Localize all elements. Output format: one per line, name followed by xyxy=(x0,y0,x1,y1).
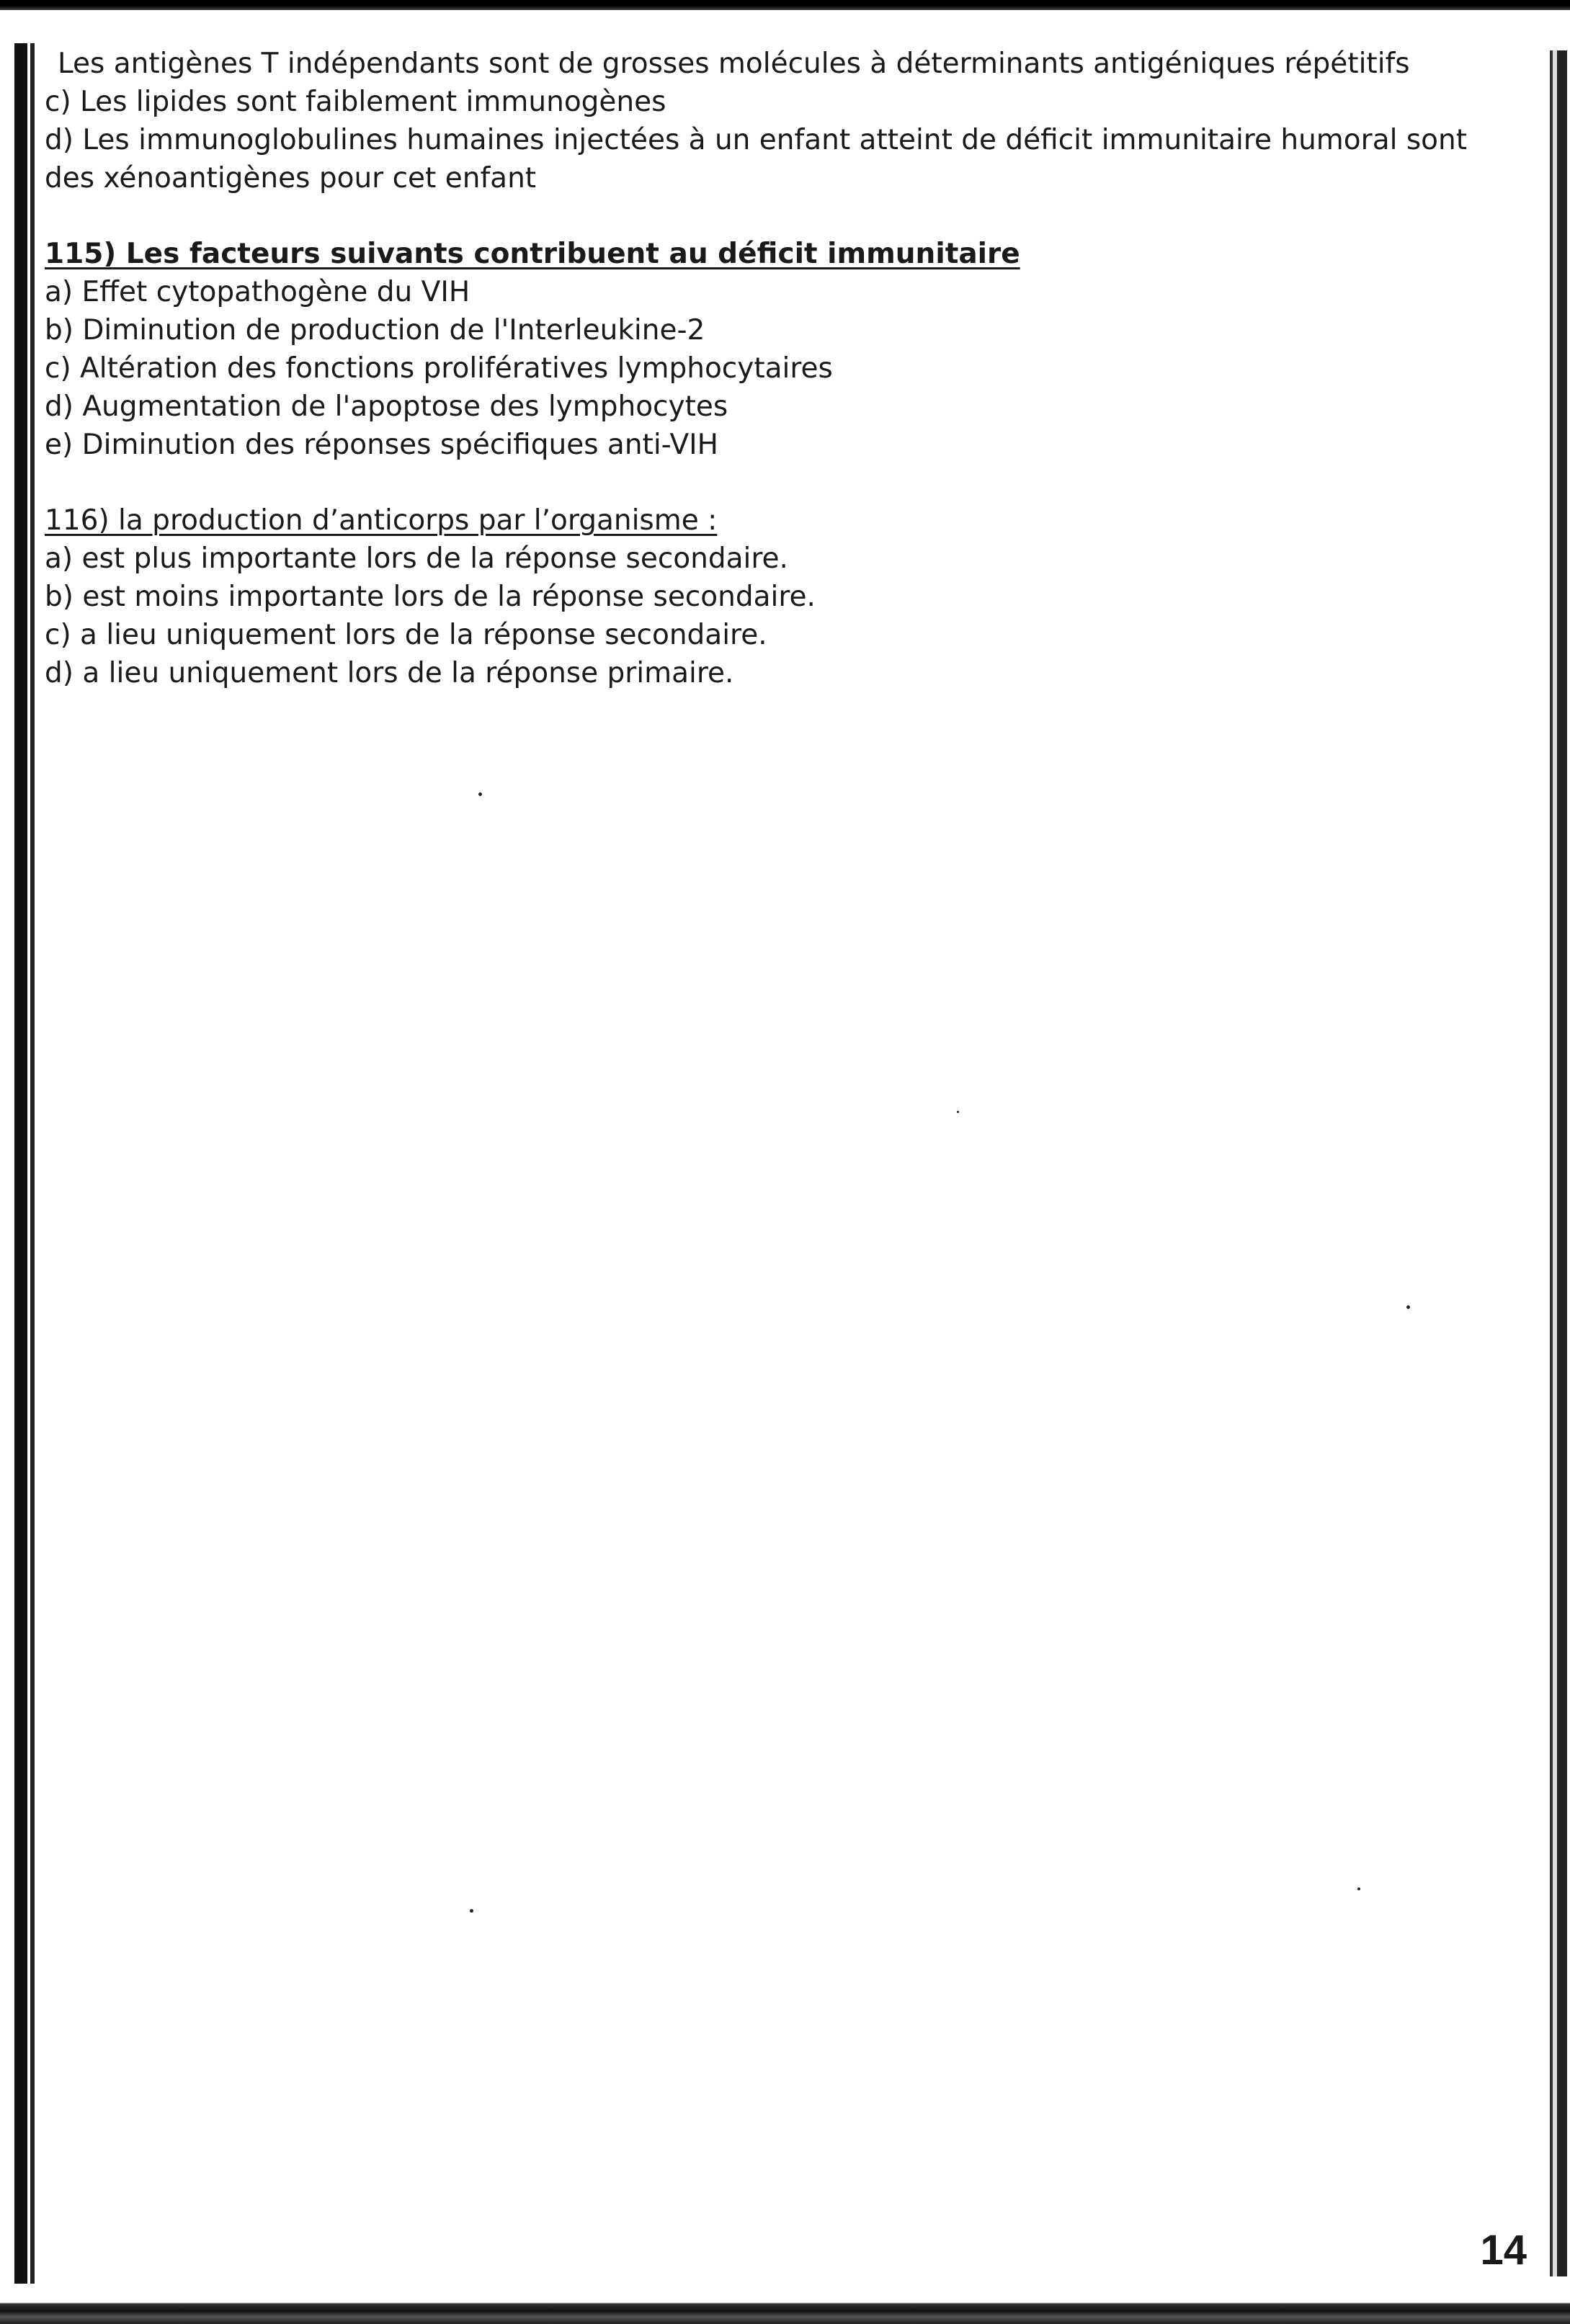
right-border xyxy=(1557,50,1567,2276)
speck xyxy=(1357,1887,1360,1890)
page-number: 14 xyxy=(1480,2227,1527,2274)
answer-option: b) est moins importante lors de la réponse secondaire. xyxy=(45,581,816,613)
answer-option: c) Altération des fonctions prolifératives lymphocytaires xyxy=(45,352,833,385)
answer-option: a) Effet cytopathogène du VIH xyxy=(45,276,470,308)
bottom-border xyxy=(0,2295,1570,2324)
question-115 xyxy=(45,235,1522,464)
question-116 xyxy=(45,501,1522,692)
answer-option: e) Diminution des réponses spécifiques anti-VIH xyxy=(45,429,718,461)
answer-option: d) a lieu uniquement lors de la réponse primaire. xyxy=(45,657,734,689)
intro-line: c) Les lipides sont faiblement immunogènes xyxy=(45,86,666,118)
top-border xyxy=(0,0,1570,10)
intro-line: Les antigènes T indépendants sont de grosses molécules à déterminants antigéniques répétitifs xyxy=(58,48,1410,80)
answer-option: c) a lieu uniquement lors de la réponse secondaire. xyxy=(45,619,767,651)
question-title: 115) Les facteurs suivants contribuent au déficit immunitaire xyxy=(45,238,1020,270)
left-border xyxy=(14,43,30,2284)
speck xyxy=(470,1909,473,1913)
answer-option: b) Diminution de production de l'Interleukine-2 xyxy=(45,314,705,347)
intro-block xyxy=(45,45,1522,197)
speck xyxy=(478,792,482,796)
answer-option: a) est plus importante lors de la réponse secondaire. xyxy=(45,542,788,575)
speck xyxy=(957,1111,959,1113)
intro-line: des xénoantigènes pour cet enfant xyxy=(45,162,537,195)
document-content xyxy=(45,45,1522,692)
intro-line: d) Les immunoglobulines humaines injectées à un enfant atteint de déficit immunitaire humoral sont xyxy=(45,124,1468,156)
question-title: 116) la production d’anticorps par l’organisme : xyxy=(45,504,718,537)
answer-option: d) Augmentation de l'apoptose des lymphocytes xyxy=(45,390,728,423)
speck xyxy=(1406,1305,1410,1309)
